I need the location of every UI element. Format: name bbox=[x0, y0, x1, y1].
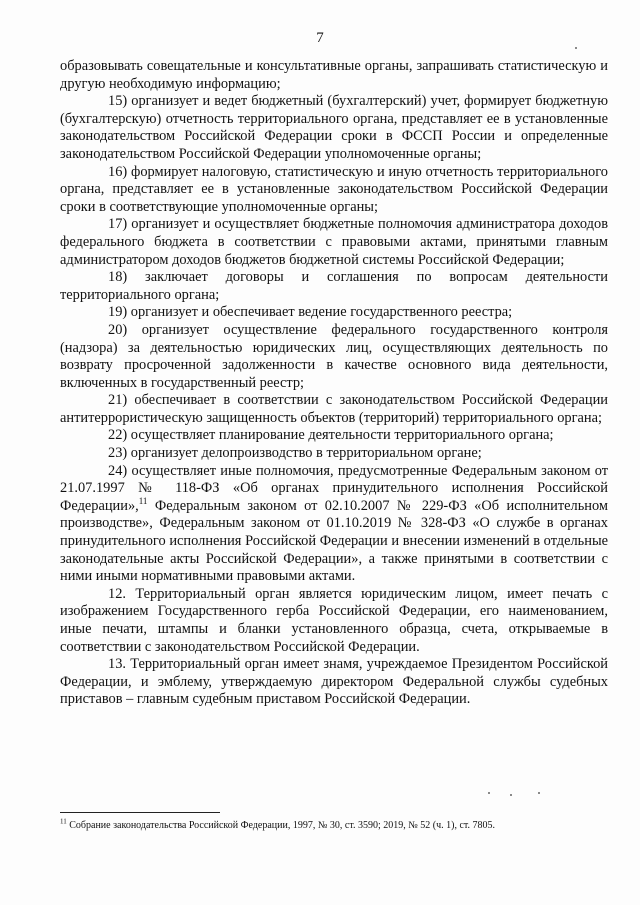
paragraph-item-17: 17) организует и осуществляет бюджетные полномочия администратора доходов федерального бюджета в соответствии с правовыми актами, принятыми главным администратором доходов бюджетов бюджетной системы Российской Федерации; bbox=[60, 216, 608, 268]
paragraph-item-15: 15) организует и ведет бюджетный (бухгалтерский) учет, формирует бюджетную (бухгалтерскую) отчетность территориального органа, представляет ее в установленные законодательством Российской Федерации сроки в ФССП России и определенные законодательством Российской Федерации уполномоченные органы; bbox=[60, 93, 608, 162]
paragraph-item-22: 22) осуществляет планирование деятельности территориального органа; bbox=[108, 427, 554, 444]
paragraph-item-23: 23) организует делопроизводство в территориальном органе; bbox=[108, 445, 482, 462]
paragraph-item-24-text-continued: Федеральным законом от 02.10.2007 № 229-ФЗ «Об исполнительном производстве», Федеральным законом от 01.10.2019 № 328-ФЗ «О службе в органах принудительного исполнения Российской Федерации и внесении изменений в отдельные законодательные акты Российской Федерации», а также принятыми в соответствии с ними иными нормативными правовыми актами. bbox=[60, 497, 608, 585]
scan-speck bbox=[575, 47, 577, 49]
footnote-separator bbox=[60, 812, 220, 813]
paragraph-item-24 bbox=[60, 463, 608, 586]
paragraph-section-12: 12. Территориальный орган является юридическим лицом, имеет печать с изображением Государственного герба Российской Федерации, его наименованием, иные печати, штампы и бланки установленного образца, счета, открываемые в соответствии с законодательством Российской Федерации. bbox=[60, 585, 608, 655]
footnote-marker: 11 bbox=[60, 817, 67, 826]
scan-speck bbox=[538, 792, 540, 794]
scan-speck bbox=[488, 792, 490, 794]
paragraph-item-19: 19) организует и обеспечивает ведение государственного реестра; bbox=[108, 304, 513, 321]
paragraph-item-20: 20) организует осуществление федерального государственного контроля (надзора) за деятельностью юридических лиц, осуществляющих деятельность по возврату просроченной задолженности в качестве основного вида деятельности, включенных в государственный реестр; bbox=[60, 321, 608, 391]
paragraph-item-21: 21) обеспечивает в соответствии с законодательством Российской Федерации антитеррористическую защищенность объектов (территорий) территориального органа; bbox=[60, 392, 608, 426]
scan-speck bbox=[510, 794, 512, 796]
document-body bbox=[60, 58, 608, 709]
paragraph-item-24-text: 24) осуществляет иные полномочия, предусмотренные Федеральным законом от 21.07.1997 № 118-ФЗ «Об органах принудительного исполнения Российской Федерации», bbox=[60, 462, 608, 514]
paragraph-item-16: 16) формирует налоговую, статистическую и иную отчетность территориального органа, представляет ее в установленные законодательством Российской Федерации сроки в соответствующие уполномоченные органы; bbox=[60, 163, 608, 215]
footnote-reference[interactable]: 11 bbox=[138, 496, 148, 507]
footnote-text: Собрание законодательства Российской Федерации, 1997, № 30, ст. 3590; 2019, № 52 (ч. 1), ст. 7805. bbox=[66, 820, 496, 831]
footnote bbox=[60, 817, 620, 832]
paragraph-continuation: образовывать совещательные и консультативные органы, запрашивать статистическую и другую необходимую информацию; bbox=[60, 58, 608, 92]
page-number: 7 bbox=[316, 30, 324, 46]
paragraph-section-13: 13. Территориальный орган имеет знамя, учреждаемое Президентом Российской Федерации, и эмблему, утверждаемую директором Федеральной службы судебных приставов – главным судебным приставом Российской Федерации. bbox=[60, 656, 608, 708]
paragraph-item-18: 18) заключает договоры и соглашения по вопросам деятельности территориального органа; bbox=[60, 269, 608, 303]
